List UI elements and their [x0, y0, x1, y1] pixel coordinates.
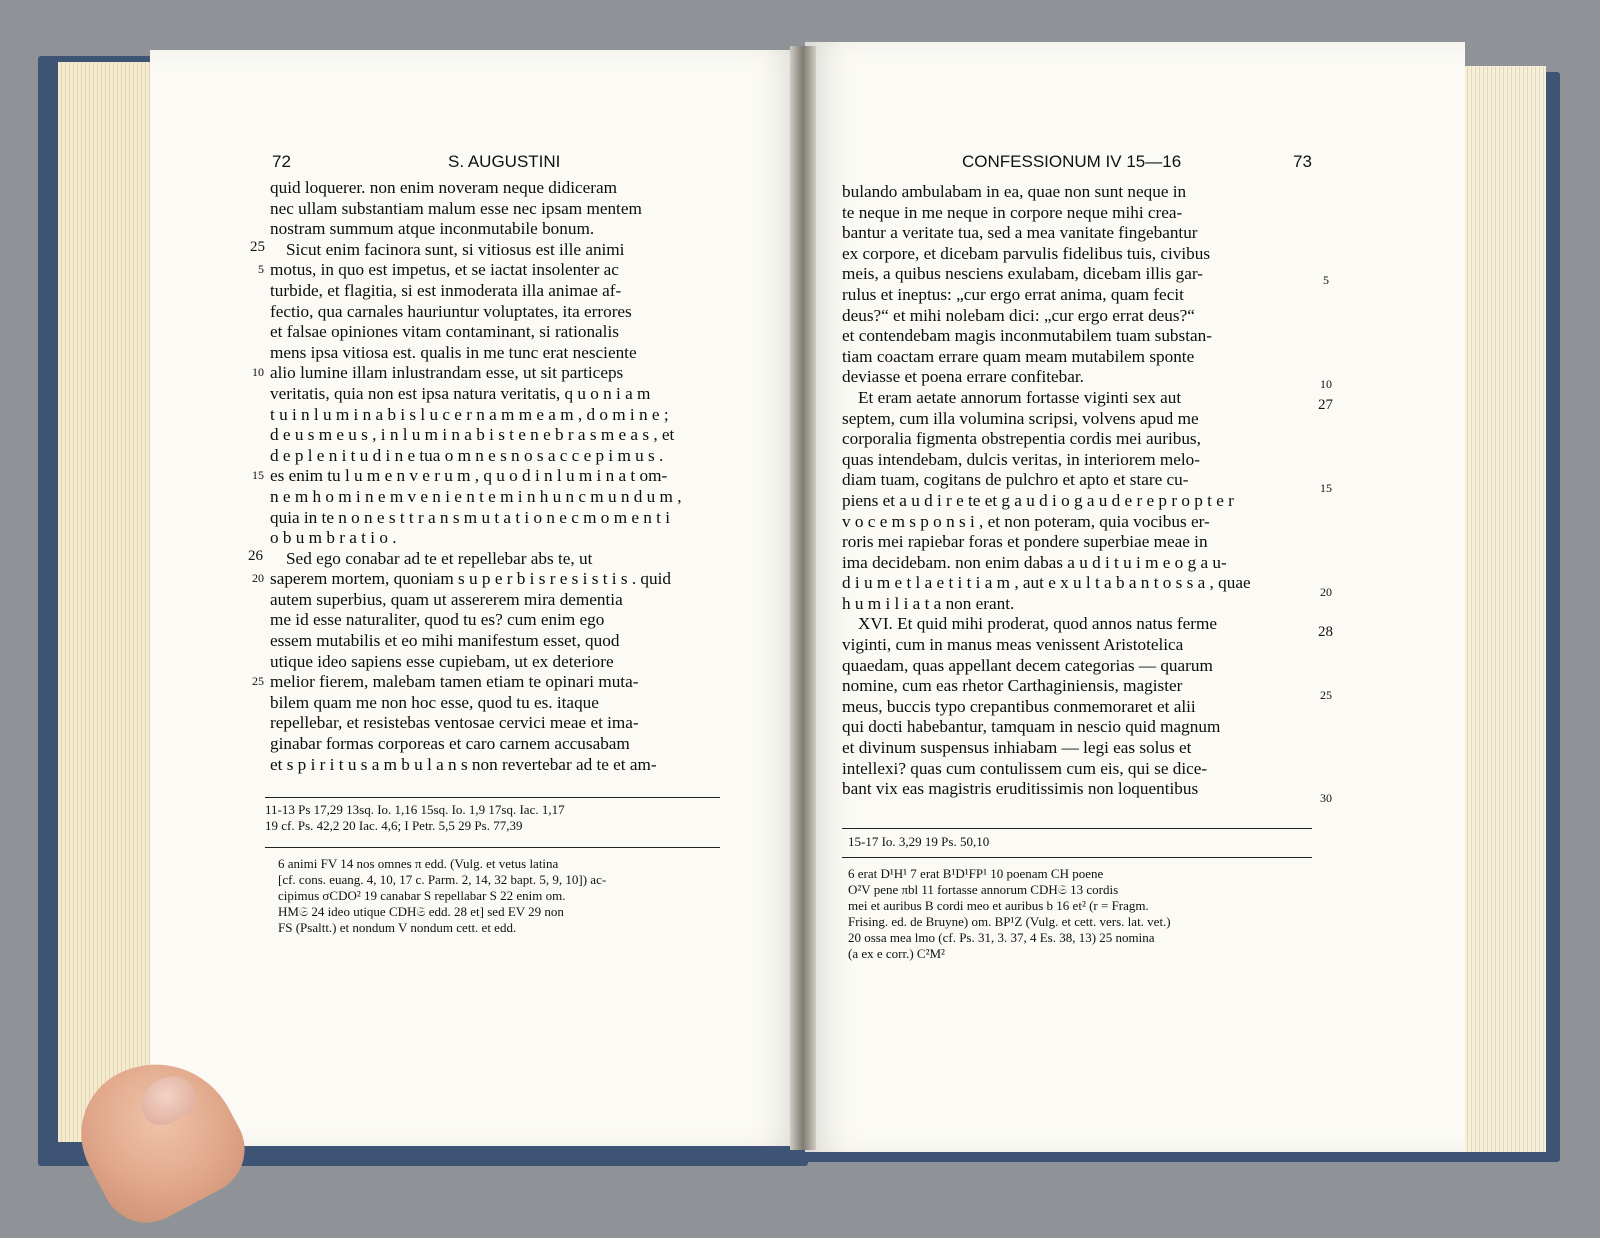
text-line: te neque in me neque in corpore neque mihi crea- [842, 202, 1183, 222]
line-number: 10 [1320, 377, 1332, 391]
left-body-text [270, 178, 720, 775]
left-citations [265, 802, 565, 834]
right-body-text [842, 182, 1287, 800]
text-line: utique ideo sapiens esse cupiebam, ut ex deteriore [270, 651, 614, 671]
text-line: XVI. Et quid mihi proderat, quod annos natus ferme [858, 614, 1217, 634]
left-page-number: 72 [272, 152, 291, 171]
text-line: n e m h o m i n e m v e n i e n t e m i n h u n c m u n d u m , [270, 486, 682, 506]
text-line: essem mutabilis et eo mihi manifestum esset, quod [270, 631, 620, 651]
line-number: 20 [252, 571, 264, 585]
apparatus-line: 6 animi FV 14 nos omnes π edd. (Vulg. et vetus latina [278, 856, 559, 871]
text-line: saperem mortem, quoniam s u p e r b i s r e s i s t i s . quid [270, 569, 671, 589]
left-apparatus [278, 856, 606, 936]
apparatus-line: FS (Psaltt.) et nondum V nondum cett. et edd. [278, 920, 517, 935]
right-citations [848, 834, 989, 850]
text-line: d e u s m e u s , i n l u m i n a b i s t e n e b r a s m e a s , et [270, 425, 675, 445]
text-line: nec ullam substantiam malum esse nec ipsam mentem [270, 198, 642, 218]
text-line: quia in te n o n e s t t r a n s m u t a t i o n e c m o m e n t i [270, 507, 671, 527]
apparatus-line: (a ex e corr.) C²M² [848, 946, 945, 961]
citation-line: 15-17 Io. 3,29 19 Ps. 50,10 [848, 834, 990, 849]
text-line: t u i n l u m i n a b i s l u c e r n a m m e a m , d o m i n e ; [270, 404, 669, 424]
text-line: d i u m e t l a e t i t i a m , aut e x u l t a b a n t o s s a , quae [842, 573, 1251, 593]
text-line: deviasse et poena errare confitebar. [842, 367, 1084, 387]
apparatus-rule [265, 847, 720, 848]
apparatus-rule [842, 857, 1312, 858]
footnote-rule [842, 828, 1312, 829]
text-line: mens ipsa vitiosa est. qualis in me tunc erat nesciente [270, 342, 637, 362]
right-running-head: CONFESSIONUM IV 15—16 [962, 152, 1182, 171]
text-line: quaedam, quas appellant decem categorias — quarum [842, 655, 1213, 675]
apparatus-line: cipimus σCDO² 19 canabar S repellabar S 22 enim om. [278, 888, 566, 903]
apparatus-line: Frising. ed. de Bruyne) om. BP¹Z (Vulg. et cett. vers. lat. vet.) [848, 914, 1171, 929]
text-line: bilem quam me non hoc esse, quod tu es. itaque [270, 692, 599, 712]
apparatus-line: 6 erat D¹H¹ 7 erat B¹D¹FP¹ 10 poenam CH poene [848, 866, 1104, 881]
text-line: bant vix eas magistris eruditissimis non loquentibus [842, 779, 1199, 799]
apparatus-line: mei et auribus B cordi meo et auribus b 16 et² (r = Fragm. [848, 898, 1149, 913]
line-number: 5 [258, 262, 264, 276]
text-line: bulando ambulabam in ea, quae non sunt neque in [842, 182, 1187, 201]
line-number: 25 [252, 674, 264, 688]
text-line: et falsae opiniones vitam contaminant, si rationalis [270, 322, 619, 342]
text-line: motus, in quo est impetus, et se iactat insolenter ac [270, 260, 619, 280]
citation-line: 19 cf. Ps. 42,2 20 Iac. 4,6; I Petr. 5,5 29 Ps. 77,39 [265, 818, 523, 833]
text-line: rulus et ineptus: „cur ergo errat anima, quam fecit [842, 284, 1184, 304]
text-line: ima decidebam. non enim dabas a u d i t u i m e o g a u- [842, 552, 1227, 572]
line-number: 30 [1320, 791, 1332, 805]
page-edges-right [1460, 66, 1546, 1152]
text-line: Et eram aetate annorum fortasse viginti sex aut [858, 387, 1182, 407]
text-line: viginti, cum in manus meas venissent Aristotelica [842, 635, 1184, 655]
apparatus-line: O²V pene πbl 11 fortasse annorum CDH𝔖 13 cordis [848, 882, 1119, 897]
text-line: bantur a veritate tua, sed a mea vanitate fingebantur [842, 223, 1198, 243]
text-line: piens et a u d i r e te et g a u d i o g a u d e r e p r o p t e r [842, 490, 1234, 510]
line-number: 15 [1320, 481, 1332, 495]
text-line: Sed ego conabar ad te et repellebar abs te, ut [286, 548, 593, 568]
text-line: meus, buccis typo crepantibus conmemoraret et alii [842, 696, 1196, 716]
text-line: roris mei rapiebar foras et pondere superbiae meae in [842, 532, 1208, 552]
text-line: septem, cum illa volumina scripsi, volvens apud me [842, 408, 1199, 428]
text-line: diam tuam, cogitans de pulchro et apto et stare cu- [842, 470, 1189, 490]
book-gutter [790, 46, 816, 1150]
text-line: et contendebam magis inconmutabilem tuam substan- [842, 326, 1212, 346]
text-line: alio lumine illam inlustrandam esse, ut sit particeps [270, 363, 624, 383]
line-number: 25 [1320, 688, 1332, 702]
text-line: et divinum suspensus inhiabam — legi eas solus et [842, 738, 1192, 758]
text-line: autem superbius, quam ut assererem mira dementia [270, 589, 623, 609]
text-line: o b u m b r a t i o . [270, 528, 397, 548]
right-page-number: 73 [1293, 152, 1312, 171]
text-line: Sicut enim facinora sunt, si vitiosus est ille animi [286, 239, 625, 259]
section-number: 26 [248, 548, 263, 564]
left-running-head: S. AUGUSTINI [448, 152, 561, 171]
line-number: 10 [252, 365, 264, 379]
line-number: 15 [252, 468, 264, 482]
text-line: ex corpore, et dicebam parvulis fidelibus tuis, civibus [842, 243, 1211, 263]
right-apparatus [848, 866, 1171, 962]
line-number: 20 [1320, 585, 1332, 599]
text-line: quid loquerer. non enim noveram neque didiceram [270, 178, 617, 197]
section-number: 27 [1318, 397, 1333, 413]
text-line: quas intendebam, dulcis veritas, in interiorem melo- [842, 449, 1200, 469]
text-line: deus?“ et mihi nolebam dici: „cur ergo errat deus?“ [842, 305, 1195, 325]
text-line: tiam coactam errare quam meam mutabilem sponte [842, 346, 1195, 366]
text-line: nomine, cum eas rhetor Carthaginiensis, magister [842, 676, 1183, 696]
section-number: 25 [250, 239, 265, 255]
text-line: v o c e m s p o n s i , et non poteram, quia vocibus er- [842, 511, 1210, 531]
text-line: qui docti habebantur, tamquam in nescio quid magnum [842, 717, 1221, 737]
text-line: h u m i l i a t a non erant. [842, 593, 1015, 613]
text-line: d e p l e n i t u d i n e tua o m n e s n o s a c c e p i m u s . [270, 445, 664, 465]
line-number: 5 [1323, 273, 1329, 287]
text-line: et s p i r i t u s a m b u l a n s non revertebar ad te et am- [270, 754, 657, 774]
apparatus-line: HM𝔖 24 ideo utique CDH𝔖 edd. 28 et] sed EV 29 non [278, 904, 564, 919]
text-line: corporalia figmenta obstrepentia cordis mei auribus, [842, 429, 1201, 449]
apparatus-line: [cf. cons. euang. 4, 10, 17 c. Parm. 2, 14, 32 bapt. 5, 9, 10]) ac- [278, 872, 607, 887]
text-line: intellexi? quas cum contulissem cum eis, qui se dice- [842, 758, 1208, 778]
text-line: turbide, et flagitia, si est inmoderata illa animae af- [270, 280, 622, 300]
text-line: es enim tu l u m e n v e r u m , q u o d i n l u m i n a t om- [270, 466, 668, 486]
section-number: 28 [1318, 624, 1333, 640]
text-line: nostram summum atque inconmutabile bonum. [270, 219, 595, 239]
apparatus-line: 20 ossa mea lmo (cf. Ps. 31, 3. 37, 4 Es. 38, 13) 25 nomina [848, 930, 1155, 945]
text-line: ginabar formas corporeas et caro carnem accusabam [270, 734, 630, 754]
text-line: veritatis, quia non est ipsa natura veritatis, q u o n i a m [270, 383, 651, 403]
text-line: repellebar, et resistebas ventosae cervici meae et ima- [270, 713, 639, 733]
text-line: meis, a quibus nesciens exulabam, dicebam illis gar- [842, 264, 1203, 284]
text-line: fectio, qua carnales hauriuntur voluptates, ita errores [270, 301, 632, 321]
text-line: melior fierem, malebam tamen etiam te opinari muta- [270, 672, 639, 692]
footnote-rule [265, 797, 720, 798]
text-line: me id esse naturaliter, quod tu es? cum enim ego [270, 610, 605, 630]
citation-line: 11-13 Ps 17,29 13sq. Io. 1,16 15sq. Io. 1,9 17sq. Iac. 1,17 [265, 802, 565, 817]
